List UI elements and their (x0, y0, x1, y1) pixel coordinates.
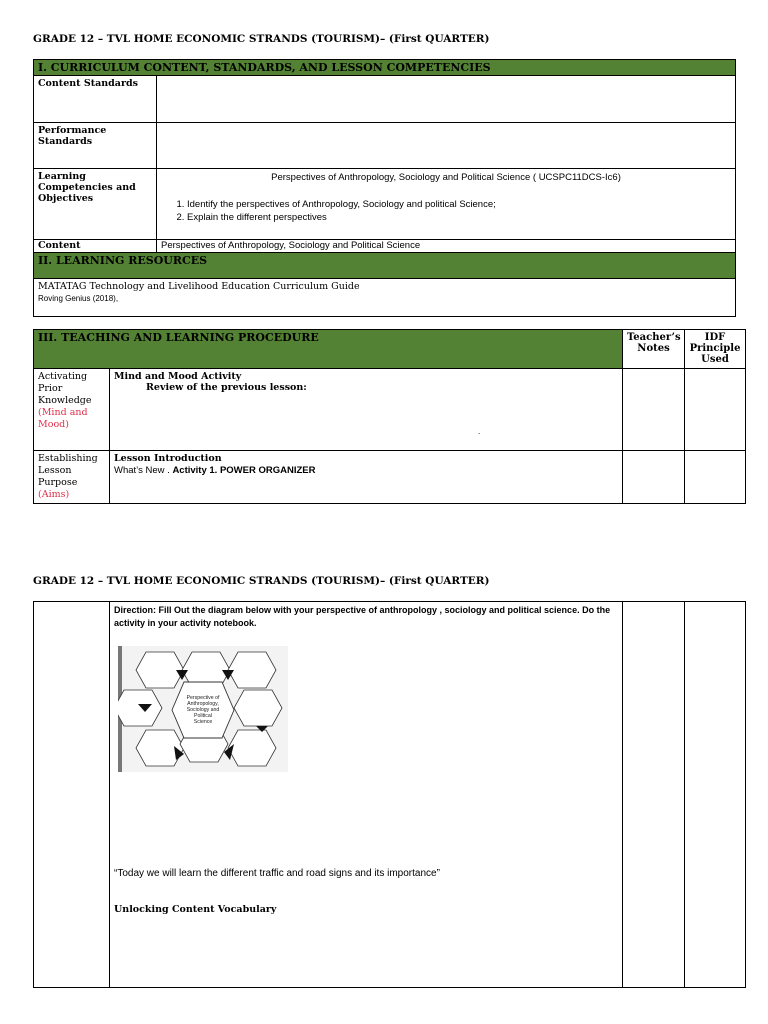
idf-cell (685, 369, 746, 451)
row-label: Establishing Lesson Purpose (38, 453, 98, 488)
content-standards-value (157, 76, 736, 123)
learning-competencies-label: Learning Competencies and Objectives (34, 169, 157, 240)
content-label: Content (34, 240, 157, 253)
activity-title: Activity 1. POWER ORGANIZER (172, 465, 316, 476)
procedure-table (33, 329, 746, 504)
curriculum-table (33, 59, 736, 317)
content-value: Perspectives of Anthropology, Sociology and Political Science (157, 240, 736, 253)
review-subtitle: Review of the previous lesson: (146, 382, 307, 393)
diagram-center-line: Anthropology, (187, 701, 219, 707)
page-header-2: GRADE 12 – TVL HOME ECONOMIC STRANDS (TOURISM)– (First QUARTER) (33, 575, 490, 587)
establishing-lesson-purpose-label (34, 451, 110, 504)
performance-standards-value (157, 123, 736, 169)
unlocking-vocabulary-title: Unlocking Content Vocabulary (114, 904, 277, 915)
learning-competencies-value (157, 169, 736, 240)
objectives-list (161, 198, 731, 224)
lesson-introduction-cell (110, 451, 623, 504)
diagram-center-line: Sociology and (186, 707, 220, 713)
row-label-red: (Aims) (38, 489, 70, 500)
stray-dot: . (478, 427, 481, 436)
teachers-notes-header: Teacher’s Notes (623, 330, 685, 369)
objective-item: 1. Identify the perspectives of Anthropology, Sociology and political Science; (187, 198, 731, 211)
procedure-table-continued (33, 601, 746, 988)
competency-title: Perspectives of Anthropology, Sociology and Political Science ( UCSPC11DCS-Ic6) (271, 172, 621, 183)
idf-principle-header: IDF Principle Used (685, 330, 746, 369)
section-2-title: II. LEARNING RESOURCES (34, 253, 736, 279)
teachers-notes-cell (623, 602, 685, 988)
objective-item: 2. Explain the different perspectives (187, 211, 731, 224)
page-header: GRADE 12 – TVL HOME ECONOMIC STRANDS (TOURISM)– (First QUARTER) (33, 33, 490, 45)
performance-standards-label: Performance Standards (34, 123, 157, 169)
teachers-notes-cell (623, 369, 685, 451)
direction-text: Direction: Fill Out the diagram below with your perspective of anthropology , sociology and political science. Do the activity in your activity notebook. (114, 605, 611, 628)
resource-1: MATATAG Technology and Livelihood Education Curriculum Guide (38, 281, 360, 292)
diagram-center-line: Political (194, 713, 212, 719)
idf-cell (685, 451, 746, 504)
diagram-center-line: Perspective of (186, 695, 220, 701)
power-organizer-diagram (118, 646, 288, 772)
lesson-introduction-title: Lesson Introduction (114, 453, 222, 464)
activating-prior-knowledge-label (34, 369, 110, 451)
row-label-red: (Mind and Mood) (38, 407, 88, 430)
learning-resources-cell (34, 279, 736, 317)
label-cell (34, 602, 110, 988)
section-1-title: I. CURRICULUM CONTENT, STANDARDS, AND LESSON COMPETENCIES (34, 60, 736, 76)
diagram-center-line: Science (193, 719, 213, 725)
activity-cell (110, 602, 623, 988)
teachers-notes-cell (623, 451, 685, 504)
idf-cell (685, 602, 746, 988)
lesson-quote: “Today we will learn the different traffic and road signs and its importance” (114, 868, 440, 879)
mind-mood-title: Mind and Mood Activity (114, 371, 242, 382)
whats-new-text: What’s New . (114, 465, 173, 476)
content-standards-label: Content Standards (34, 76, 157, 123)
mind-and-mood-cell (110, 369, 623, 451)
row-label: Activating Prior Knowledge (38, 371, 92, 406)
section-3-title: III. TEACHING AND LEARNING PROCEDURE (34, 330, 623, 369)
resource-2: Roving Genius (2018), (38, 294, 119, 303)
